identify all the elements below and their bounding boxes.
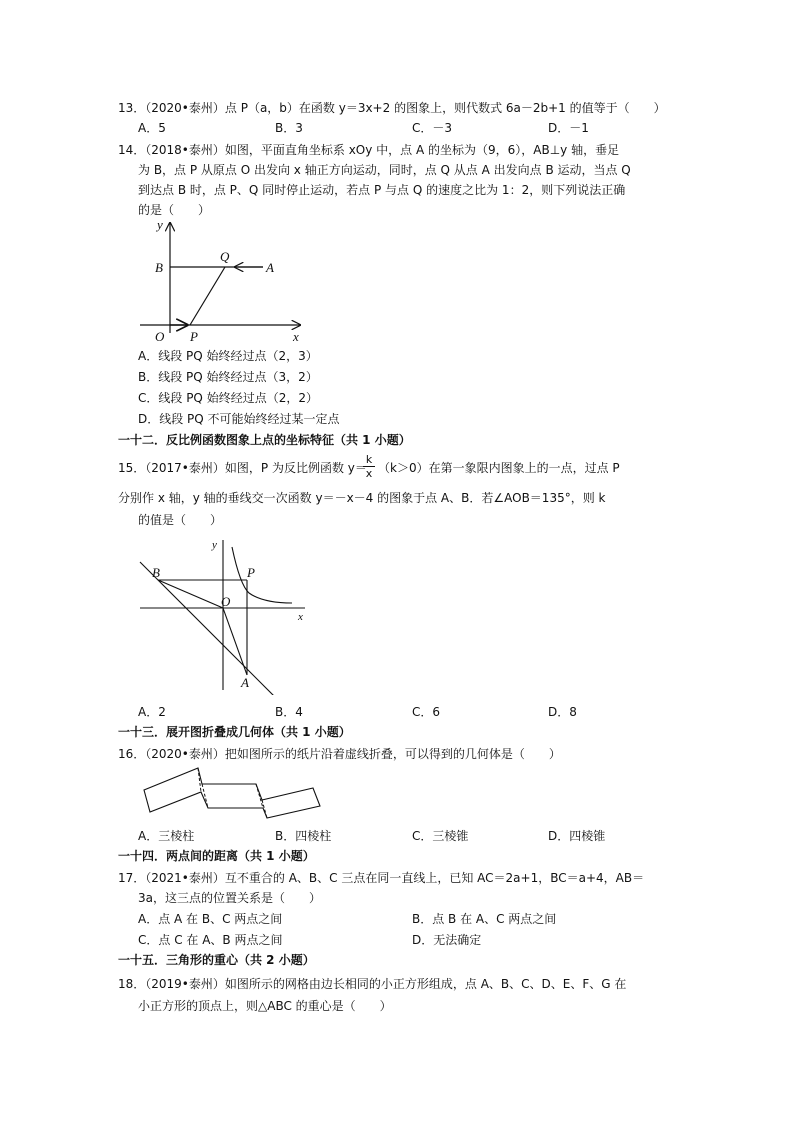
q14-stem-line-3: 到达点 B 时，点 P、Q 同时停止运动，若点 P 与点 Q 的速度之比为 1：2，则下列说法正确 xyxy=(138,183,626,197)
q16-option-c: C．三棱锥 xyxy=(412,829,469,843)
q17-stem-line-2: 3a，这三点的位置关系是（ ） xyxy=(138,891,321,905)
q15-label-x: x xyxy=(298,611,303,623)
q15-stem-line-2: 分别作 x 轴，y 轴的垂线交一次函数 y＝－x－4 的图象于点 A、B．若∠AOB＝135°，则 k xyxy=(118,491,606,505)
q15-line-y-neg-x-4 xyxy=(140,562,275,695)
q15-stem-part-1: 15．（2017•泰州）如图，P 为反比例函数 y＝ xyxy=(118,461,367,475)
q14-label-q: Q xyxy=(220,249,230,264)
q15-label-o: O xyxy=(221,594,231,609)
q17-stem-line-1: 17．（2021•泰州）互不重合的 A、B、C 三点在同一直线上，已知 AC＝2a+1，BC＝a+4，AB＝ xyxy=(118,871,645,885)
q15-hyperbola xyxy=(232,547,292,603)
section-13-heading: 一十三．展开图折叠成几何体（共 1 小题） xyxy=(118,725,351,739)
q14-label-a: A xyxy=(266,260,274,275)
q14-option-c: C．线段 PQ 始终经过点（2，2） xyxy=(138,391,318,405)
q15-stem-line-3: 的值是（ ） xyxy=(138,513,223,527)
q15-option-d: D．8 xyxy=(548,705,577,719)
q16-fold-line-4 xyxy=(262,800,267,818)
q14-label-b: B xyxy=(155,260,163,275)
q14-stem-line-4: 的是（ ） xyxy=(138,203,211,217)
q14-segment-pq xyxy=(190,267,225,325)
q14-option-d: D．线段 PQ 不可能始终经过某一定点 xyxy=(138,412,340,426)
q15-label-b: B xyxy=(152,565,160,580)
q18-stem-line-1: 18．（2019•泰州）如图所示的网格由边长相同的小正方形组成，点 A、B、C、D、E、F、G 在 xyxy=(118,977,627,991)
q13-option-d: D．－1 xyxy=(548,121,589,135)
q16-stem: 16．（2020•泰州）把如图所示的纸片沿着虚线折叠，可以得到的几何体是（ ） xyxy=(118,747,561,761)
q14-option-b: B．线段 PQ 始终经过点（3，2） xyxy=(138,370,318,384)
q13-option-a: A．5 xyxy=(138,121,166,135)
q18-stem-line-2: 小正方形的顶点上，则△ABC 的重心是（ ） xyxy=(138,999,392,1013)
q13-stem: 13．（2020•泰州）点 P（a，b）在函数 y＝3x+2 的图象上，则代数式 6a－2b+1 的值等于（ ） xyxy=(118,101,666,115)
section-15-heading: 一十五．三角形的重心（共 2 小题） xyxy=(118,953,315,967)
q17-option-a: A．点 A 在 B、C 两点之间 xyxy=(138,912,283,926)
q14-label-p: P xyxy=(190,329,198,344)
q14-label-o: O xyxy=(155,329,165,344)
q15-stem-part-2: （k＞0）在第一象限内图象上的一点，过点 P xyxy=(378,461,620,475)
q14-stem-line-1: 14．（2018•泰州）如图，平面直角坐标系 xOy 中，点 A 的坐标为（9，6），AB⊥y 轴，垂足 xyxy=(118,143,620,157)
q13-option-c: C．－3 xyxy=(412,121,453,135)
q14-stem-line-2: 为 B，点 P 从原点 O 出发向 x 轴正方向运动，同时，点 Q 从点 A 出发向点 B 运动，当点 Q xyxy=(138,163,631,177)
q17-option-b: B．点 B 在 A、C 两点之间 xyxy=(412,912,557,926)
q15-label-p: P xyxy=(247,565,255,580)
q15-label-y: y xyxy=(212,539,217,551)
q16-option-b: B．四棱柱 xyxy=(275,829,332,843)
q14-option-a: A．线段 PQ 始终经过点（2，3） xyxy=(138,349,318,363)
q15-option-c: C．6 xyxy=(412,705,441,719)
q14-label-x: x xyxy=(293,329,299,344)
q14-figure xyxy=(135,215,315,345)
q16-option-d: D．四棱锥 xyxy=(548,829,606,843)
q15-label-a: A xyxy=(241,675,249,690)
q15-figure xyxy=(135,535,315,695)
q15-line-oa xyxy=(223,608,247,675)
q15-fraction-denominator: x xyxy=(365,467,373,480)
q14-label-y: y xyxy=(157,217,163,232)
section-12-heading: 一十二．反比例函数图象上点的坐标特征（共 1 小题） xyxy=(118,433,411,447)
q15-option-b: B．4 xyxy=(275,705,303,719)
q15-fraction-numerator: k xyxy=(365,453,373,466)
q16-net-figure xyxy=(140,762,330,822)
q13-option-b: B．3 xyxy=(275,121,303,135)
q17-option-c: C．点 C 在 A、B 两点之间 xyxy=(138,933,283,947)
q16-net-outline xyxy=(144,768,320,818)
q15-option-a: A．2 xyxy=(138,705,166,719)
section-14-heading: 一十四．两点间的距离（共 1 小题） xyxy=(118,849,315,863)
q15-line-bo xyxy=(158,580,223,608)
q16-option-a: A．三棱柱 xyxy=(138,829,195,843)
q17-option-d: D．无法确定 xyxy=(412,933,482,947)
